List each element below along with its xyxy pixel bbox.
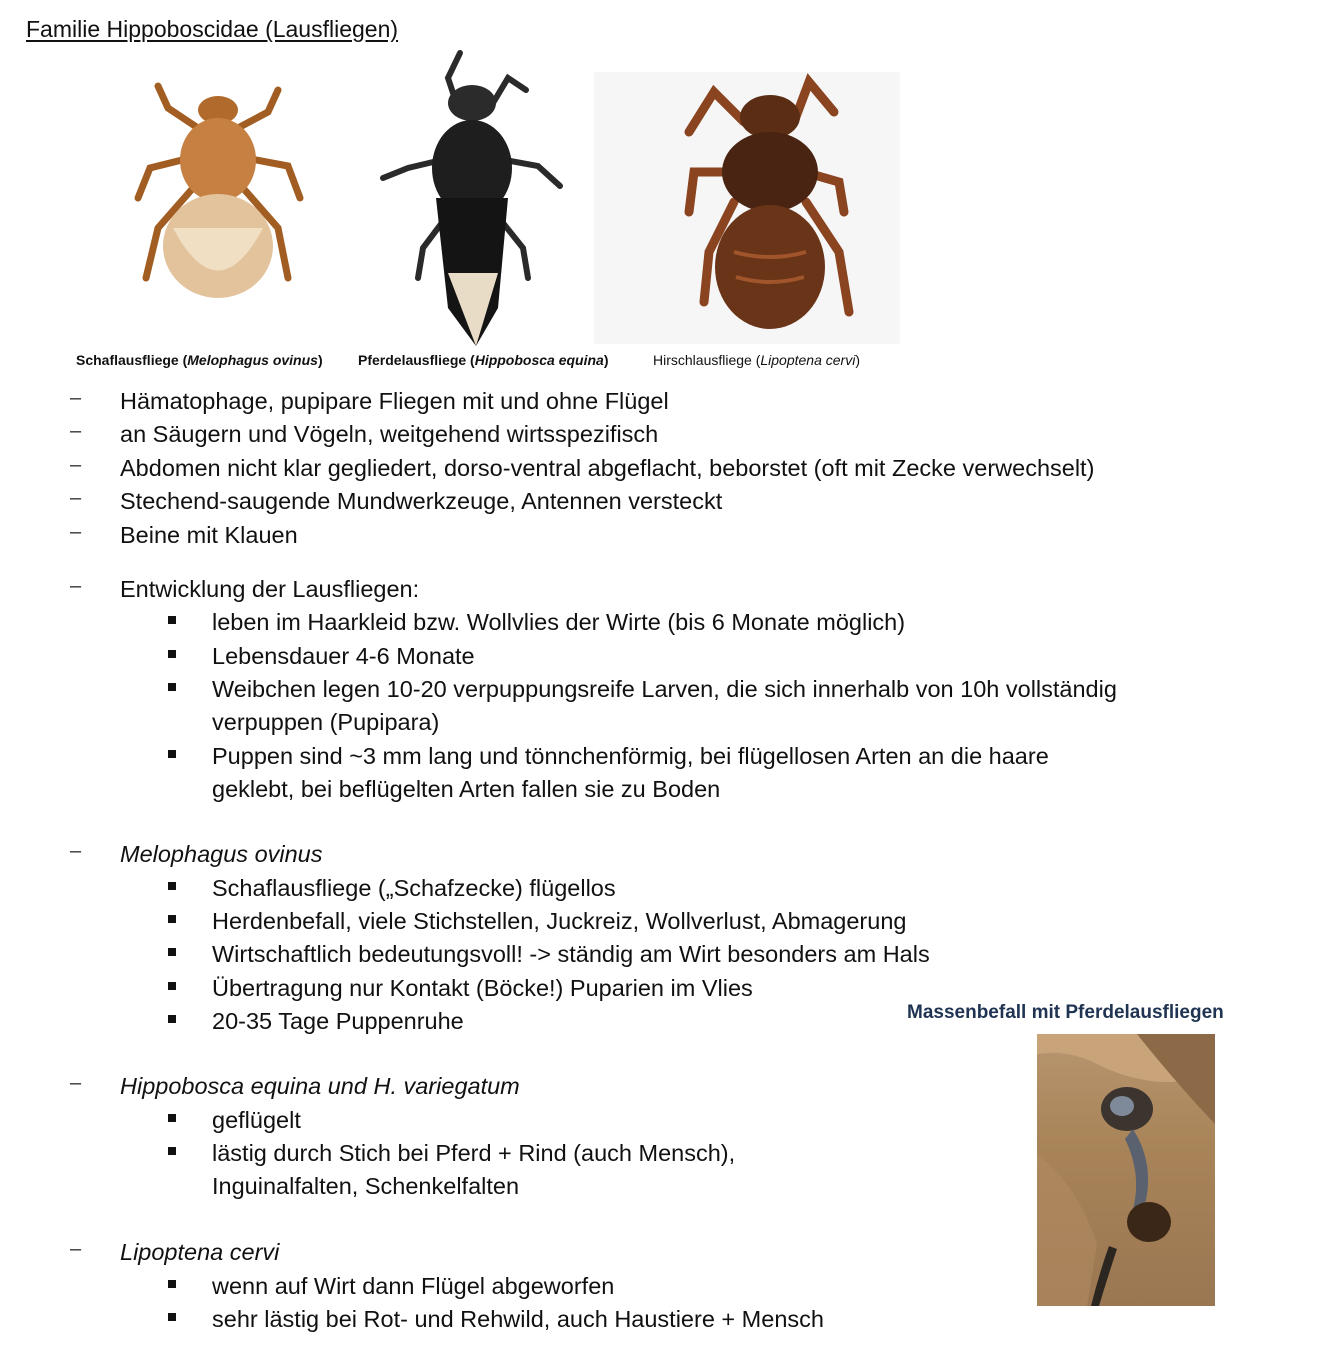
list-item: Herdenbefall, viele Stichstellen, Juckreiz, Wollverlust, Abmagerung xyxy=(212,908,907,934)
list-item: an Säugern und Vögeln, weitgehend wirtsspezifisch xyxy=(120,421,659,447)
list-item: leben im Haarkleid bzw. Wollvlies der Wirte (bis 6 Monate möglich) xyxy=(212,609,906,635)
list-item: lästig durch Stich bei Pferd + Rind (auch Mensch), xyxy=(212,1140,736,1166)
dash-marker: – xyxy=(70,420,82,442)
square-bullet xyxy=(168,982,176,990)
square-bullet xyxy=(168,915,176,923)
list-item: Schaflausfliege („Schafzecke) flügellos xyxy=(212,875,616,901)
caption-horse-fly: Pferdelausfliege (Hippobosca equina) xyxy=(358,352,609,368)
list-item-continuation: geklebt, bei beflügelten Arten fallen sie zu Boden xyxy=(212,776,721,802)
square-bullet xyxy=(168,1015,176,1023)
square-bullet xyxy=(168,1313,176,1321)
square-bullet xyxy=(168,1114,176,1122)
section-heading-melophagus: Melophagus ovinus xyxy=(120,841,323,867)
square-bullet xyxy=(168,948,176,956)
dash-marker: – xyxy=(70,840,82,862)
dash-marker: – xyxy=(70,487,82,509)
dash-marker: – xyxy=(70,454,82,476)
list-item: geflügelt xyxy=(212,1107,301,1133)
square-bullet xyxy=(168,1280,176,1288)
square-bullet xyxy=(168,750,176,758)
section-heading-lipoptena: Lipoptena cervi xyxy=(120,1239,280,1265)
page-title: Familie Hippoboscidae (Lausfliegen) xyxy=(26,16,399,42)
list-item: Übertragung nur Kontakt (Böcke!) Puparien im Vlies xyxy=(212,975,753,1001)
mass-infestation-title: Massenbefall mit Pferdelausfliegen xyxy=(907,1002,1224,1023)
mass-infestation-photo xyxy=(1037,1034,1215,1306)
list-item-continuation: verpuppen (Pupipara) xyxy=(212,709,440,735)
dash-marker: – xyxy=(70,1072,82,1094)
list-item: Abdomen nicht klar gegliedert, dorso-ventral abgeflacht, beborstet (oft mit Zecke verwechselt) xyxy=(120,455,1095,481)
list-item: wenn auf Wirt dann Flügel abgeworfen xyxy=(212,1273,615,1299)
list-item: Stechend-saugende Mundwerkzeuge, Antennen versteckt xyxy=(120,488,723,514)
list-item: 20-35 Tage Puppenruhe xyxy=(212,1008,464,1034)
dash-marker: – xyxy=(70,521,82,543)
square-bullet xyxy=(168,882,176,890)
caption-deer-ked: Hirschlausfliege (Lipoptena cervi) xyxy=(653,352,860,368)
square-bullet xyxy=(168,683,176,691)
section-heading-hippobosca: Hippobosca equina und H. variegatum xyxy=(120,1073,520,1099)
dash-marker: – xyxy=(70,1238,82,1260)
square-bullet xyxy=(168,616,176,624)
list-item: Beine mit Klauen xyxy=(120,522,298,548)
list-item: Puppen sind ~3 mm lang und tönnchenförmig, bei flügellosen Arten an die haare xyxy=(212,743,1049,769)
dash-marker: – xyxy=(70,575,82,597)
section-heading-development: Entwicklung der Lausfliegen: xyxy=(120,576,420,602)
square-bullet xyxy=(168,650,176,658)
list-item: Lebensdauer 4-6 Monate xyxy=(212,643,475,669)
square-bullet xyxy=(168,1147,176,1155)
dash-marker: – xyxy=(70,387,82,409)
list-item: Weibchen legen 10-20 verpuppungsreife Larven, die sich innerhalb von 10h vollständig xyxy=(212,676,1117,702)
list-item: Wirtschaftlich bedeutungsvoll! -> ständig am Wirt besonders am Hals xyxy=(212,941,930,967)
list-item-continuation: Inguinalfalten, Schenkelfalten xyxy=(212,1173,520,1199)
list-item: Hämatophage, pupipare Fliegen mit und ohne Flügel xyxy=(120,388,669,414)
caption-sheep-ked: Schaflausfliege (Melophagus ovinus) xyxy=(76,352,323,368)
list-item: sehr lästig bei Rot- und Rehwild, auch Haustiere + Mensch xyxy=(212,1306,824,1332)
